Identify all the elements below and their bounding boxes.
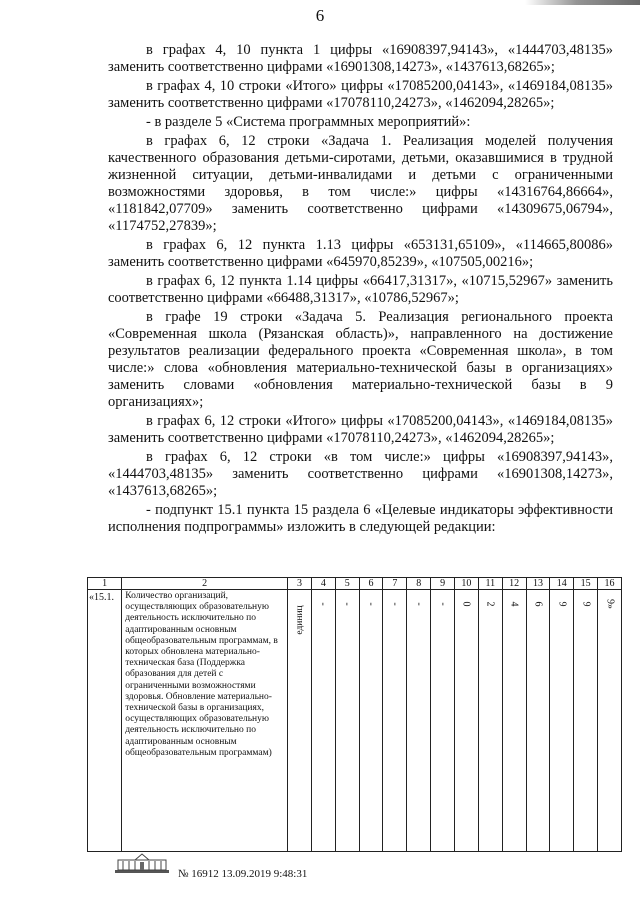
unit-label: единиц — [294, 605, 305, 635]
value-cell — [335, 590, 359, 852]
value: - — [317, 602, 329, 606]
value-cell — [455, 590, 479, 852]
value-cell — [526, 590, 550, 852]
unit-cell — [288, 590, 312, 852]
column-header: 6 — [359, 578, 383, 590]
value: 4 — [508, 601, 520, 607]
paragraph: - подпункт 15.1 пункта 15 раздела 6 «Целевые индикаторы эффективности исполнения подпрограммы» изложить в следующей редакции: — [108, 502, 613, 535]
scan-artifact — [525, 0, 640, 5]
indicator-number: «15.1. — [88, 590, 122, 852]
value-cell — [478, 590, 502, 852]
value-cell — [407, 590, 431, 852]
value-cell — [383, 590, 407, 852]
paragraph: в графах 4, 10 строки «Итого» цифры «17085200,04143», «1469184,08135» заменить соответственно цифрами «17078110,24273», «1462094,28265»; — [108, 78, 613, 111]
column-header: 11 — [478, 578, 502, 590]
paragraph: в графах 4, 10 пункта 1 цифры «16908397,94143», «1444703,48135» заменить соответственно цифрами «16901308,14273», «1437613,68265»; — [108, 42, 613, 75]
column-header: 4 — [311, 578, 335, 590]
value-cell — [550, 590, 574, 852]
column-header: 3 — [288, 578, 312, 590]
value: 9» — [604, 599, 616, 609]
document-registration-stamp: № 16912 13.09.2019 9:48:31 — [178, 868, 308, 880]
value: - — [437, 602, 449, 606]
column-header: 5 — [335, 578, 359, 590]
value: 0 — [460, 601, 472, 607]
table-header-row — [88, 578, 622, 590]
paragraph: в графах 6, 12 строки «в том числе:» цифры «16908397,94143», «1444703,48135» заменить соответственно цифрами «16901308,14273», «1437613,68265»; — [108, 449, 613, 499]
value-cell — [311, 590, 335, 852]
column-header: 15 — [574, 578, 598, 590]
value: - — [341, 602, 353, 606]
indicators-table — [87, 577, 622, 852]
column-header: 9 — [431, 578, 455, 590]
value: - — [365, 602, 377, 606]
value-cell — [502, 590, 526, 852]
value-cell — [359, 590, 383, 852]
paragraph: в графах 6, 12 пункта 1.13 цифры «653131,65109», «114665,80086» заменить соответственно цифрами «645970,85239», «107505,00216»; — [108, 237, 613, 270]
value-cell — [431, 590, 455, 852]
column-header: 2 — [122, 578, 288, 590]
column-header: 1 — [88, 578, 122, 590]
paragraph: в графах 6, 12 строки «Итого» цифры «17085200,04143», «1469184,08135» заменить соответственно цифрами «17078110,24273», «1462094,28265»; — [108, 413, 613, 446]
column-header: 14 — [550, 578, 574, 590]
value: - — [413, 602, 425, 606]
value: - — [389, 602, 401, 606]
value: 9 — [556, 601, 568, 607]
document-body — [108, 42, 613, 538]
value: 2 — [484, 601, 496, 607]
value: 6 — [532, 601, 544, 607]
paragraph: в графах 6, 12 пункта 1.14 цифры «66417,31317», «10715,52967» заменить соответственно цифрами «66488,31317», «10786,52967»; — [108, 273, 613, 306]
column-header: 8 — [407, 578, 431, 590]
column-header: 13 — [526, 578, 550, 590]
value: 9 — [580, 601, 592, 607]
paragraph: в графе 19 строки «Задача 5. Реализация регионального проекта «Современная школа (Рязанская область)», направленного на достижение результатов реализации федерального проекта «Современная школа», в том числе:» слова «обновления материально-технической базы в организациях» заменить словами «обновления материально-технической базы в 9 организациях»; — [108, 309, 613, 410]
paragraph: в графах 6, 12 строки «Задача 1. Реализация моделей получения качественного образования детьми-сиротами, детьми, оказавшимися в трудной жизненной ситуации, детьми-инвалидами и детьми с ограниченными возможностями здоровья, в том числе:» цифры «14316764,86664», «1181842,07709» заменить соответственно цифрами «14309675,06794», «1174752,27839»; — [108, 133, 613, 234]
column-header: 16 — [598, 578, 622, 590]
building-emblem-icon — [113, 852, 171, 874]
column-header: 7 — [383, 578, 407, 590]
value-cell — [598, 590, 622, 852]
indicator-name: Количество организаций, осуществляющих образовательную деятельность исключительно по адаптированным основным общеобразовательным программам, в которых обновлена материально-техническая база (Поддержка образования для детей с ограниченными возможностями здоровья. Обновление материально-технической базы в организациях, осуществляющих образовательную деятельность исключительно по адаптированным основным общеобразовательным программам) — [122, 590, 288, 852]
column-header: 12 — [502, 578, 526, 590]
table-row — [88, 590, 622, 852]
paragraph: - в разделе 5 «Система программных мероприятий»: — [146, 114, 471, 130]
value-cell — [574, 590, 598, 852]
page-number: 6 — [315, 6, 325, 25]
column-header: 10 — [455, 578, 479, 590]
